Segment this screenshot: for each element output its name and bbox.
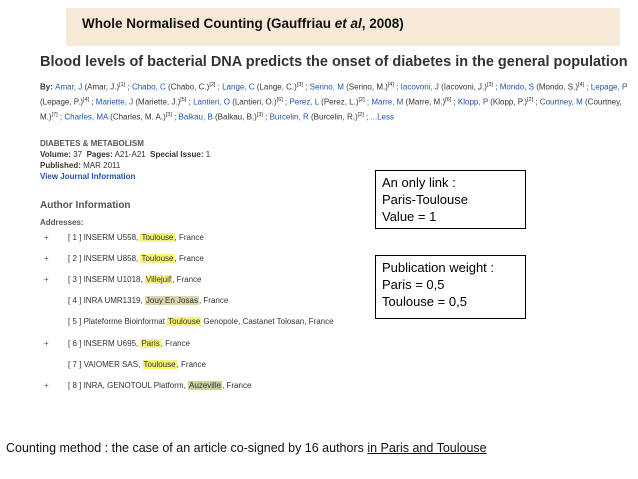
publication-weight-box — [375, 255, 526, 319]
address-text: [ 7 ] VAIOMER SAS, — [68, 360, 143, 369]
address-text: [ 5 ] Plateforme Bioinformat — [68, 317, 168, 326]
author-link[interactable]: Burcelin, R — [269, 112, 309, 122]
view-journal-link[interactable]: View Journal Information — [40, 172, 136, 181]
address-text: [ 4 ] INRA UMR1319, — [68, 296, 145, 305]
slide-footer: Counting method : the case of an article co-signed by 16 authors in Paris and Toulouse — [6, 441, 487, 455]
expand-icon[interactable]: + — [44, 254, 49, 263]
author-fullname: (Chabo, C.) — [165, 82, 210, 92]
author-link[interactable]: Iacovoni, J — [400, 82, 439, 92]
address-row — [40, 339, 190, 353]
address-country: , France — [222, 381, 252, 390]
slide-title: Whole Normalised Counting (Gauffriau et al, 2008) — [82, 16, 404, 31]
author-fullname: (Balkau, B.) — [212, 112, 257, 122]
author-fullname: (Charles, M. A.) — [107, 112, 166, 122]
author-link[interactable]: Serino, M — [309, 82, 344, 92]
author-link[interactable]: Marre, M — [371, 97, 404, 107]
author-fullname: (Klopp, P.) — [488, 97, 527, 107]
address-text: [ 8 ] INRA, GENOTOUL Platform, — [68, 381, 189, 390]
journal-name: DIABETES & METABOLISM — [40, 139, 144, 148]
author-affiliation-ref: [4] — [578, 82, 585, 88]
address-country: , France — [174, 233, 204, 242]
address-country: , France — [198, 296, 229, 305]
journal-published-line: Published: MAR 2011 — [40, 161, 121, 170]
author-link[interactable]: Chabo, C — [131, 82, 166, 92]
author-fullname: (Lange, C.) — [254, 82, 297, 92]
author-fullname: (Lepage, P.) — [40, 97, 83, 107]
author-link[interactable]: Balkau, B — [178, 112, 213, 122]
expand-icon[interactable]: + — [44, 275, 49, 284]
address-row — [40, 317, 334, 331]
author-fullname: (Perez, L.) — [318, 97, 359, 107]
address-row — [40, 275, 201, 289]
author-affiliation-ref: [2] — [209, 82, 216, 88]
box-line: Paris-Toulouse — [382, 192, 468, 207]
author-fullname: (Lantieri, O.) — [229, 97, 277, 107]
author-fullname: (Iacovoni, J.) — [438, 82, 487, 92]
address-row — [40, 296, 228, 310]
author-link[interactable]: Charles, MA — [64, 112, 108, 122]
address-country: , France — [174, 254, 204, 263]
author-link[interactable]: Perez, L — [289, 97, 319, 107]
author-affiliation-ref: [2] — [358, 97, 365, 104]
address-country: Genopole, Castanet Tolosan, France — [201, 317, 334, 326]
expand-icon[interactable]: + — [44, 339, 49, 348]
author-affiliation-ref: [3] — [486, 82, 494, 88]
by-label: By: — [40, 82, 56, 92]
author-link[interactable]: Lantieri, O — [193, 97, 230, 107]
author-affiliation-ref: [3] — [165, 112, 172, 119]
article-title: Blood levels of bacterial DNA predicts the onset of diabetes in the general population — [40, 54, 628, 70]
author-fullname: (Burcelin, R.) — [308, 112, 358, 122]
author-fullname: (Marre, M.) — [403, 97, 446, 107]
expand-icon[interactable]: + — [44, 233, 49, 242]
author-link[interactable]: Amar, J — [55, 82, 83, 92]
address-city-highlight: Villejuif — [145, 275, 172, 284]
author-link[interactable]: Lange, C — [222, 82, 255, 92]
author-link[interactable]: Mondo, S — [499, 82, 534, 92]
author-information-heading: Author Information — [40, 200, 131, 211]
address-text: [ 6 ] INSERM U695, — [68, 339, 141, 348]
author-byline: By: Amar, J (Amar, J.)[1] ; Chabo, C (Chabo, C.)[2] ; Lange, C (Lange, C.)[3] ; Serino, M (Serino, M.)[4] ; Iacovoni, J (Iacovoni, J.)[3] ; Mondo, S (Mondo, S.)[4] ; Lepage, P (Lepage, P.)[4] ; Mariette, J (Mariette, J.)[5] ; Lantieri, O (Lantieri, O.)[6] ; Perez, L (Perez, L.)[2] ; Marre, M (Marre, M.)[6] ; Klopp, P (Klopp, P.)[2] ; Courtney, M (Courtney, M.)[7] ; Charles, MA (Charles, M. A.)[3] ; Balkau, B (Balkau, B.)[3] ; Burcelin, R (Burcelin, R.)[2] ; ...Less — [40, 82, 628, 122]
box-line: Paris = 0,5 — [382, 277, 445, 292]
box-line: An only link : — [382, 175, 456, 190]
address-row — [40, 360, 206, 374]
author-fullname: (Serino, M.) — [343, 82, 388, 92]
less-authors-link[interactable]: ...Less — [370, 112, 394, 122]
author-affiliation-ref: [6] — [445, 97, 452, 104]
address-text: [ 2 ] INSERM U858, — [68, 254, 141, 263]
address-city-highlight: Auzeville — [189, 381, 222, 390]
address-country: , France — [172, 275, 202, 284]
author-fullname: (Courtney, M.) — [40, 97, 622, 122]
journal-info — [40, 138, 210, 182]
author-affiliation-ref: [4] — [83, 97, 90, 104]
author-link[interactable]: Courtney, M — [539, 97, 583, 107]
author-fullname: (Mariette, J.) — [133, 97, 181, 107]
box-line: Value = 1 — [382, 209, 437, 224]
author-affiliation-ref: [4] — [387, 82, 394, 88]
address-city-highlight: Toulouse — [168, 317, 201, 326]
author-link[interactable]: Klopp, P — [457, 97, 489, 107]
author-affiliation-ref: [5] — [180, 97, 187, 104]
address-city-highlight: Jouy En Josas — [145, 296, 198, 305]
address-city-highlight: Toulouse — [141, 233, 174, 242]
address-city-highlight: Paris — [141, 339, 160, 348]
author-affiliation-ref: [2] — [527, 97, 534, 104]
author-fullname: (Mondo, S.) — [533, 82, 578, 92]
addresses-label: Addresses: — [40, 218, 84, 227]
expand-icon[interactable]: + — [44, 381, 49, 390]
address-country: , France — [160, 339, 191, 348]
address-city-highlight: Toulouse — [143, 360, 176, 369]
box-line: Publication weight : — [382, 260, 495, 275]
address-row — [40, 254, 204, 268]
author-affiliation-ref: [1] — [119, 82, 126, 88]
author-link[interactable]: Lepage, P — [590, 82, 628, 92]
address-text: [ 1 ] INSERM U558, — [68, 233, 141, 242]
author-affiliation-ref: [3] — [256, 112, 263, 119]
address-row — [40, 381, 251, 395]
author-affiliation-ref: [3] — [296, 82, 303, 88]
address-row — [40, 233, 204, 247]
author-affiliation-ref: [6] — [276, 97, 283, 104]
address-city-highlight: Toulouse — [141, 254, 174, 263]
author-link[interactable]: Mariette, J — [95, 97, 134, 107]
box-line: Toulouse = 0,5 — [382, 294, 467, 309]
address-text: [ 3 ] INSERM U1018, — [68, 275, 145, 284]
author-affiliation-ref: [7] — [51, 112, 58, 119]
link-value-box — [375, 170, 526, 229]
author-fullname: (Amar, J.) — [82, 82, 120, 92]
author-affiliation-ref: [2] — [357, 112, 364, 119]
journal-volume-line: Volume: 37 Pages: A21-A21 Special Issue: 1 — [40, 150, 211, 159]
address-country: , France — [176, 360, 206, 369]
